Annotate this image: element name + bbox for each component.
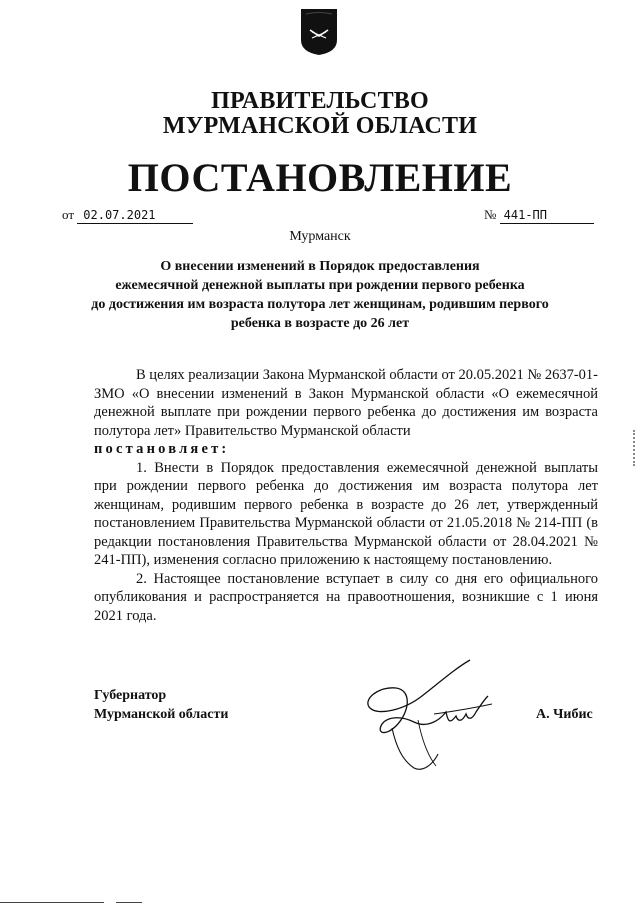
number-prefix: № xyxy=(484,207,497,222)
position-line2: Мурманской области xyxy=(94,707,229,722)
signatory-name: А. Чибис xyxy=(536,707,593,722)
footer-divider xyxy=(0,902,104,903)
date-field xyxy=(62,207,193,224)
resolves-word: постановляет: xyxy=(94,441,230,457)
government-title-line2: МУРМАНСКОЙ ОБЛАСТИ xyxy=(162,113,478,139)
date-prefix: от xyxy=(62,207,75,222)
title-line: ребенка в возрасте до 26 лет xyxy=(230,316,410,331)
document-body xyxy=(94,366,598,625)
footer-divider-short xyxy=(116,902,142,903)
item-2-paragraph: 2. Настоящее постановление вступает в силу со дня его официального опубликования и распространяется на правоотношения, возникшие с 1 июня 2021 года. xyxy=(94,570,598,624)
margin-mark xyxy=(633,430,638,466)
handwritten-signature xyxy=(352,656,532,776)
document-title xyxy=(80,257,560,333)
item-1-paragraph: 1. Внести в Порядок предоставления ежемесячной денежной выплаты при рождении первого ребенка до достижения им возраста полутора лет женщинам, родившим первого ребенка в возрасте до 26 лет, утвержденный постановлением Правительства Мурманской области от 21.05.2018 № 214-ПП (в редакции постановления Правительства Мурманской области от 28.04.2021 № 241-ПП), изменения согласно приложению к настоящему постановлению. xyxy=(94,459,598,568)
number-field xyxy=(484,207,594,224)
title-line: ежемесячной денежной выплаты при рождении первого ребенка xyxy=(115,278,525,293)
number-value: 441-ПП xyxy=(500,207,594,224)
document-type: ПОСТАНОВЛЕНИЕ xyxy=(127,155,513,200)
coat-of-arms-icon xyxy=(300,8,338,56)
preamble-paragraph: В целях реализации Закона Мурманской области от 20.05.2021 № 2637-01-ЗМО «О внесении изменений в Закон Мурманской области «О ежемесячной денежной выплате при рождении первого ребенка до достижения им возраста полутора лет» Правительство Мурманской области xyxy=(94,367,598,439)
date-value: 02.07.2021 xyxy=(77,207,193,224)
position-line1: Губернатор xyxy=(94,688,167,703)
government-title-line1: ПРАВИТЕЛЬСТВО xyxy=(211,88,429,114)
title-line: О внесении изменений в Порядок предоставления xyxy=(160,259,480,274)
city: Мурманск xyxy=(289,229,351,244)
signatory-position xyxy=(94,686,228,724)
title-line: до достижения им возраста полутора лет женщинам, родившим первого xyxy=(91,297,549,312)
